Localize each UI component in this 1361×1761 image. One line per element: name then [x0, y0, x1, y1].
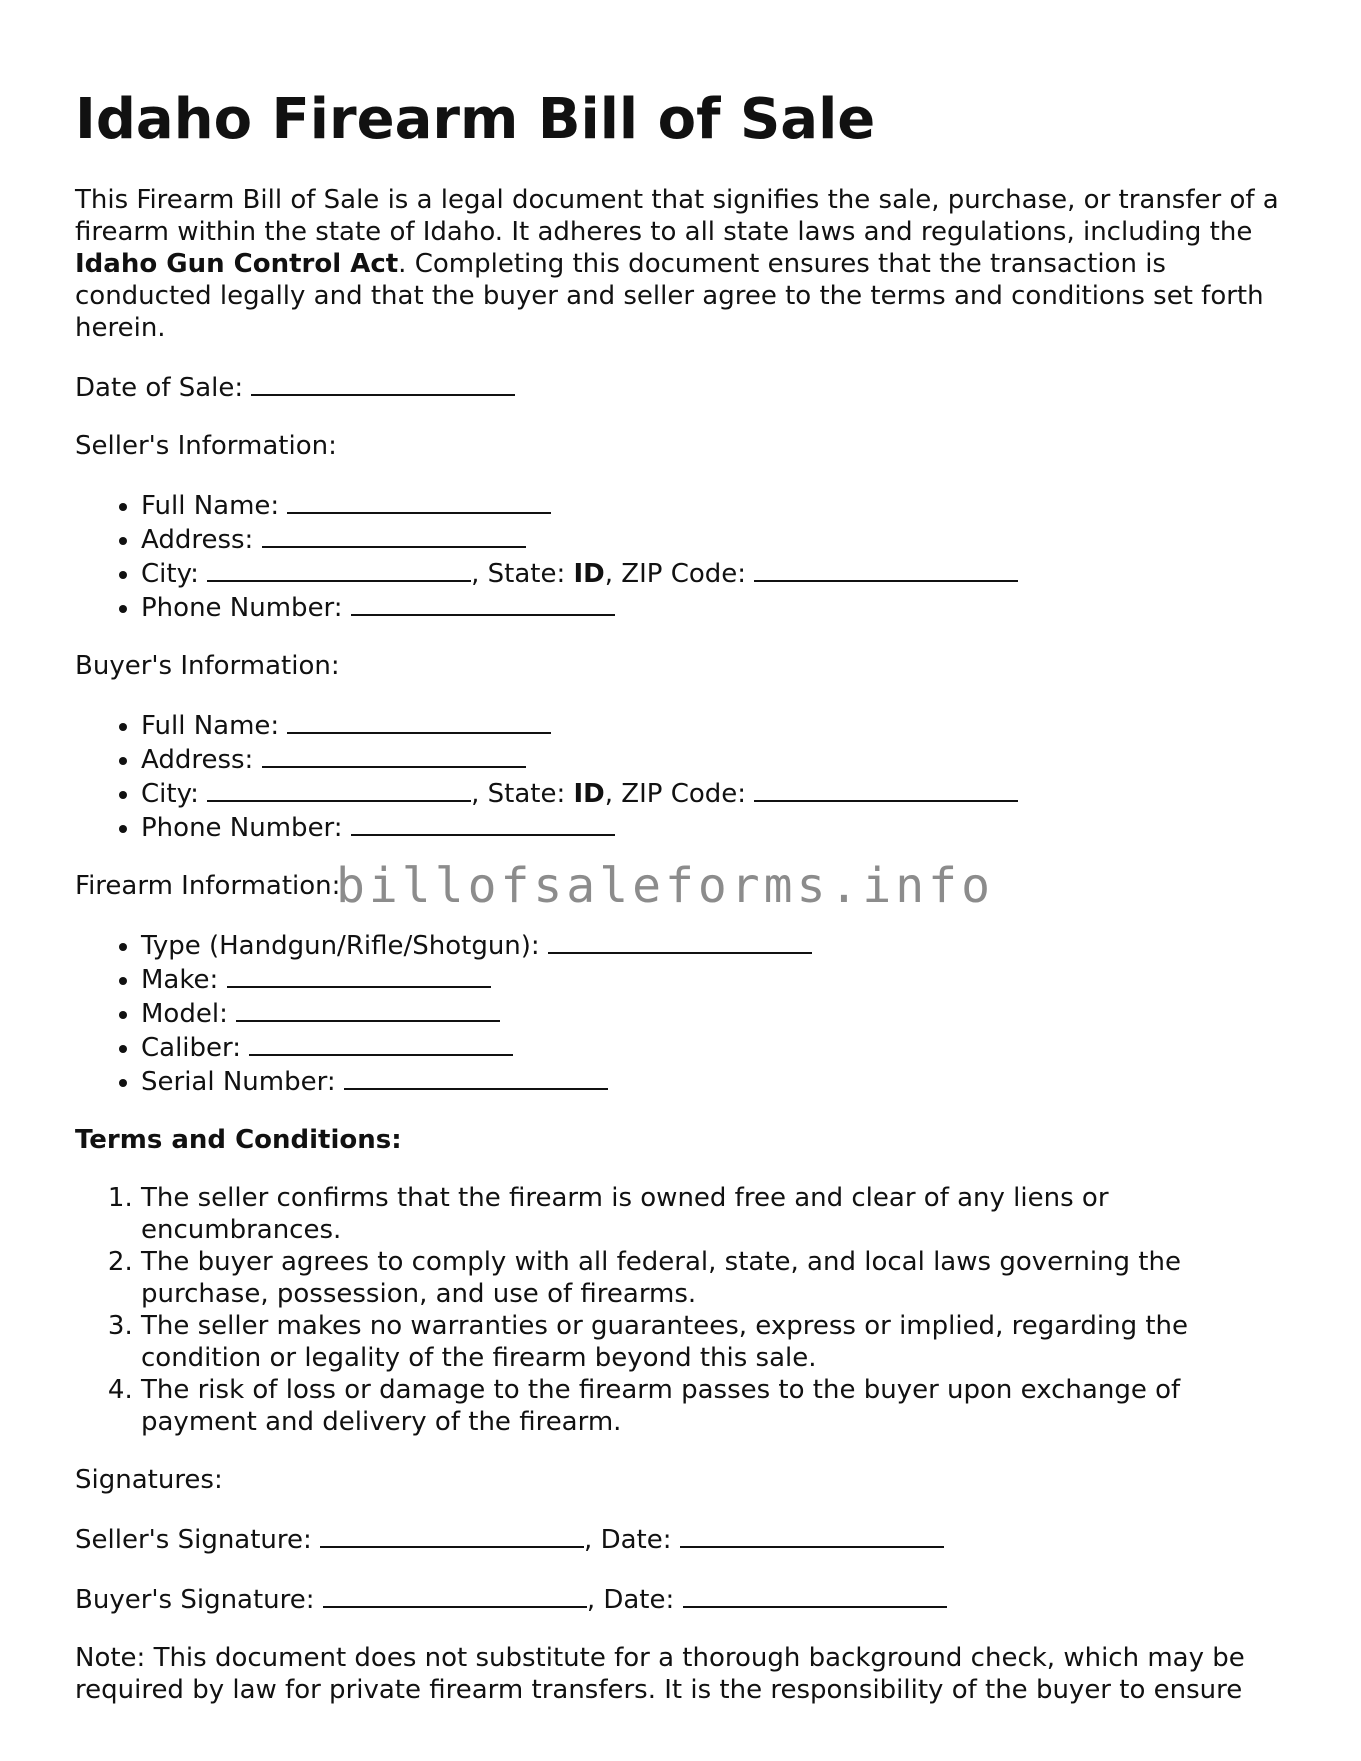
signatures-heading: Signatures:: [75, 1465, 223, 1495]
act-name: Idaho Gun Control Act: [75, 249, 399, 279]
date-of-sale-label: Date of Sale:: [75, 373, 244, 403]
buyer-info-list: [75, 708, 1295, 844]
seller-city-item: [141, 556, 1295, 590]
firearm-type-item: [141, 928, 1295, 962]
seller-city-blank[interactable]: [207, 556, 471, 582]
firearm-model-blank[interactable]: [236, 996, 500, 1022]
firearm-model-item: [141, 996, 1295, 1030]
seller-signature-label: Seller's Signature:: [75, 1525, 312, 1555]
document-title: Idaho Firearm Bill of Sale: [75, 87, 876, 152]
date-of-sale-blank[interactable]: [251, 370, 515, 396]
seller-date-blank[interactable]: [680, 1522, 944, 1548]
firearm-type-blank[interactable]: [548, 928, 812, 954]
buyer-city-label: City:: [141, 779, 199, 809]
buyer-phone-blank[interactable]: [351, 810, 615, 836]
buyer-city-blank[interactable]: [207, 776, 471, 802]
terms-list: [75, 1182, 1295, 1438]
seller-phone-blank[interactable]: [351, 590, 615, 616]
date-of-sale-line: [75, 370, 1295, 404]
seller-signature-line: [75, 1522, 1295, 1556]
firearm-caliber-item: [141, 1030, 1295, 1064]
seller-state-value: ID: [573, 559, 605, 589]
buyer-phone-item: [141, 810, 1295, 844]
seller-address-label: Address:: [141, 525, 254, 555]
seller-phone-item: [141, 590, 1295, 624]
firearm-serial-blank[interactable]: [344, 1064, 608, 1090]
firearm-make-item: [141, 962, 1295, 996]
seller-full-name-item: [141, 488, 1295, 522]
firearm-model-label: Model:: [141, 999, 228, 1029]
buyer-date-blank[interactable]: [683, 1582, 947, 1608]
intro-paragraph: [75, 184, 1295, 344]
buyer-zip-blank[interactable]: [754, 776, 1018, 802]
firearm-make-blank[interactable]: [227, 962, 491, 988]
buyer-city-item: [141, 776, 1295, 810]
firearm-heading: Firearm Information:: [75, 871, 341, 901]
terms-item: 4. The risk of loss or damage to the firearm passes to the buyer upon exchange of payment and delivery of the firearm.: [141, 1374, 1295, 1438]
buyer-full-name-item: [141, 708, 1295, 742]
terms-item: 3. The seller makes no warranties or guarantees, express or implied, regarding the condition or legality of the firearm beyond this sale.: [141, 1310, 1295, 1374]
firearm-serial-label: Serial Number:: [141, 1067, 336, 1097]
terms-heading: Terms and Conditions:: [75, 1125, 402, 1155]
seller-zip-blank[interactable]: [754, 556, 1018, 582]
seller-zip-label: , ZIP Code:: [604, 559, 747, 589]
buyer-signature-blank[interactable]: [323, 1582, 587, 1608]
firearm-info-list: [75, 928, 1295, 1098]
seller-address-blank[interactable]: [262, 522, 526, 548]
buyer-address-item: [141, 742, 1295, 776]
buyer-signature-line: [75, 1582, 1295, 1616]
firearm-caliber-blank[interactable]: [249, 1030, 513, 1056]
firearm-type-label: Type (Handgun/Rifle/Shotgun):: [141, 931, 540, 961]
buyer-state-value: ID: [573, 779, 605, 809]
seller-full-name-label: Full Name:: [141, 491, 280, 521]
note-paragraph: Note: This document does not substitute for a thorough background check, which may be required by law for private firearm transfers. It is the responsibility of the buyer to ensure: [75, 1643, 1245, 1705]
seller-city-label: City:: [141, 559, 199, 589]
terms-item: 2. The buyer agrees to comply with all federal, state, and local laws governing the purchase, possession, and use of firearms.: [141, 1246, 1295, 1310]
firearm-make-label: Make:: [141, 965, 219, 995]
buyer-address-blank[interactable]: [262, 742, 526, 768]
seller-signature-blank[interactable]: [320, 1522, 584, 1548]
buyer-phone-label: Phone Number:: [141, 813, 343, 843]
buyer-signature-label: Buyer's Signature:: [75, 1585, 315, 1615]
buyer-heading: Buyer's Information:: [75, 651, 340, 681]
buyer-address-label: Address:: [141, 745, 254, 775]
buyer-full-name-label: Full Name:: [141, 711, 280, 741]
seller-full-name-blank[interactable]: [287, 488, 551, 514]
seller-state-label: , State:: [471, 559, 566, 589]
buyer-zip-label: , ZIP Code:: [604, 779, 747, 809]
seller-address-item: [141, 522, 1295, 556]
seller-heading: Seller's Information:: [75, 431, 337, 461]
seller-info-list: [75, 488, 1295, 624]
intro-text-1: This Firearm Bill of Sale is a legal document that signifies the sale, purchase, or transfer of a firearm within the state of Idaho. It adheres to all state laws and regulations, including the: [75, 185, 1279, 247]
seller-phone-label: Phone Number:: [141, 593, 343, 623]
seller-date-label: , Date:: [584, 1525, 672, 1555]
buyer-full-name-blank[interactable]: [287, 708, 551, 734]
buyer-state-label: , State:: [471, 779, 566, 809]
firearm-serial-item: [141, 1064, 1295, 1098]
watermark: billofsaleforms.info: [336, 858, 994, 914]
intro-text-2: . Completing this document ensures that the transaction is conducted legally and that the buyer and seller agree to the terms and conditions set forth herein.: [75, 249, 1264, 343]
terms-item: 1. The seller confirms that the firearm is owned free and clear of any liens or encumbrances.: [141, 1182, 1295, 1246]
buyer-date-label: , Date:: [586, 1585, 675, 1615]
firearm-caliber-label: Caliber:: [141, 1033, 242, 1063]
